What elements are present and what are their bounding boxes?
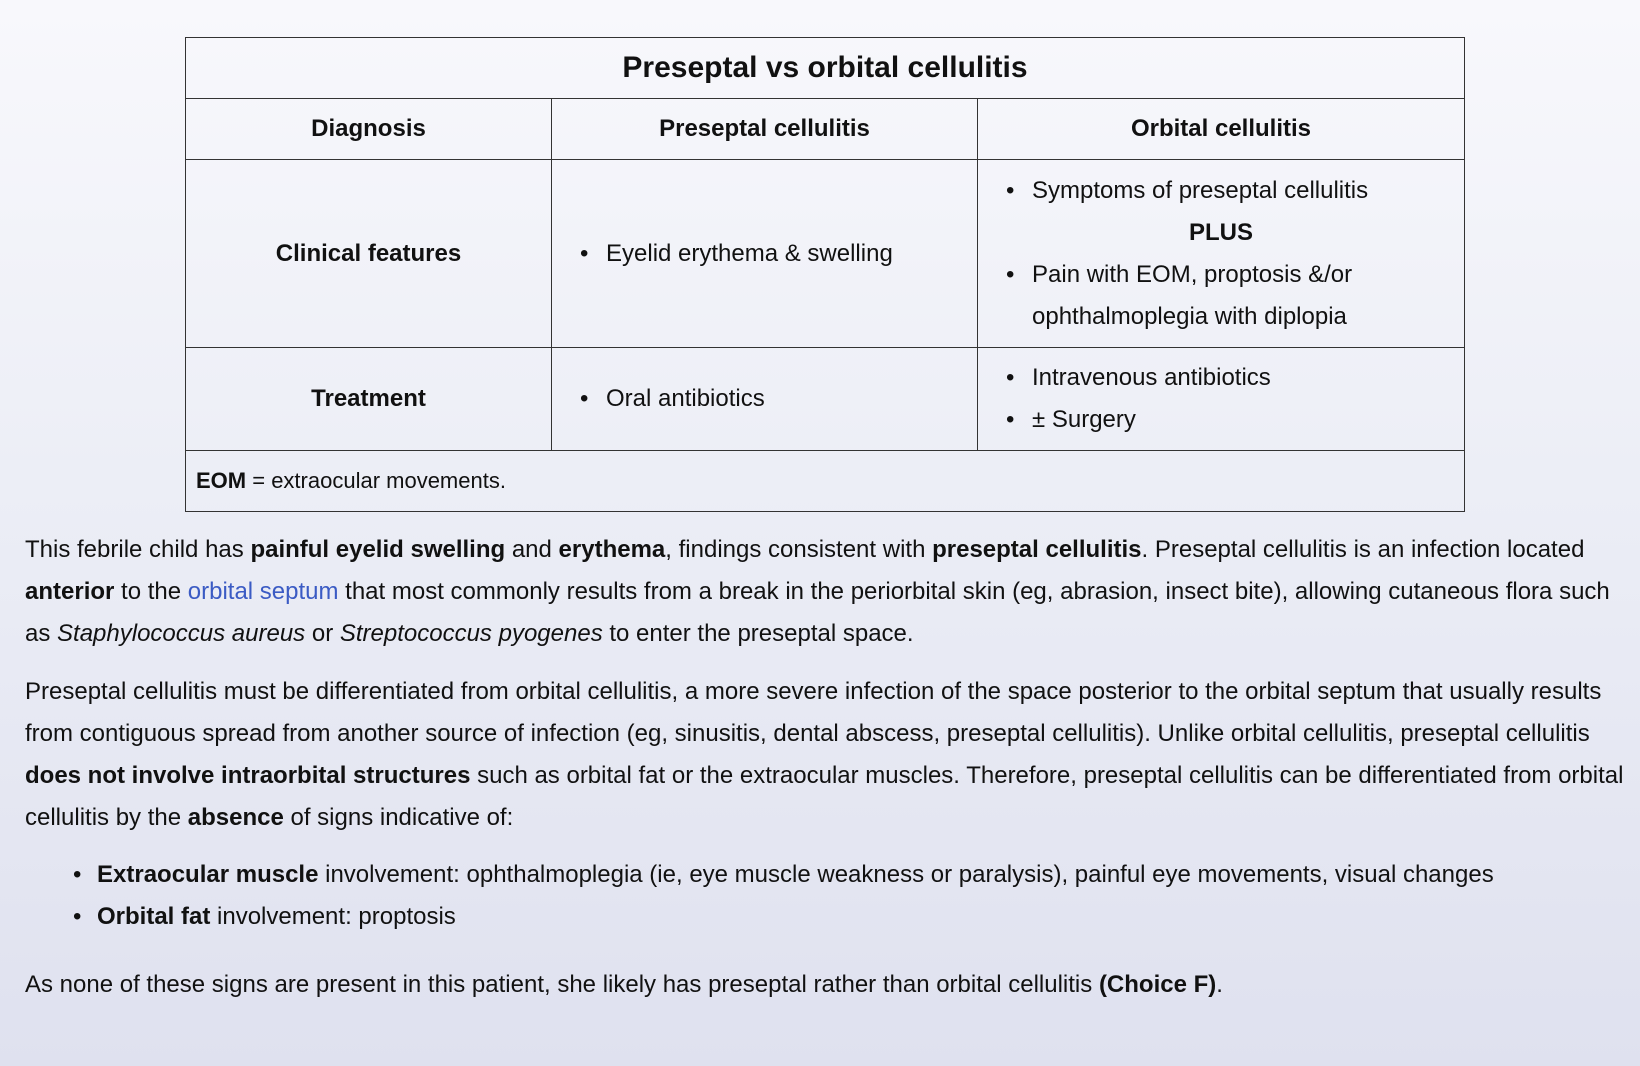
bold-text: erythema [558,536,666,563]
header-diagnosis: Diagnosis [186,99,552,160]
text: . [1216,971,1223,998]
orbital-septum-link[interactable]: orbital septum [187,578,339,605]
bold-text: painful eyelid swelling [250,536,506,563]
comparison-table [185,37,1465,512]
paragraph-conclusion [25,964,1625,1006]
text: such as orbital fat or the extraocular muscles. Therefore, preseptal cellulitis can be differentiated from orbital cellulitis by the [25,762,1624,831]
cell-orbital-features [978,160,1465,348]
text: that most commonly results from a break in the periorbital skin (eg, abrasion, insect bite), allowing cutaneous flora such as [25,578,1610,647]
bold-text: Orbital fat [97,903,211,930]
bold-text: (Choice F) [1098,971,1217,998]
signs-list [25,854,1625,938]
text: involvement: ophthalmoplegia (ie, eye muscle weakness or paralysis), painful eye movements, visual changes [318,861,1494,888]
list-item: • Eyelid erythema & swelling [606,233,967,275]
paragraph-differentiation [25,671,1625,839]
list-item [97,854,1625,896]
header-preseptal: Preseptal cellulitis [552,99,978,160]
text: , findings consistent with [665,536,933,563]
footnote-abbr: EOM [196,468,247,493]
plus-label: PLUS [1188,218,1253,246]
table-title: Preseptal vs orbital cellulitis [186,38,1465,99]
bold-text: does not involve intraorbital structures [25,762,471,789]
list-item: • Intravenous antibiotics [1032,357,1454,399]
text: and [505,536,559,563]
list-item: • Oral antibiotics [606,378,967,420]
text: This febrile child has [25,536,251,563]
bold-text: anterior [25,578,115,605]
cell-orbital-treatment [978,348,1465,451]
italic-text: Staphylococcus aureus [57,620,306,647]
bold-text: Extraocular muscle [97,861,319,888]
list-item: • Symptoms of preseptal cellulitis [1032,170,1454,212]
table-header-row [186,99,1465,160]
table-row-treatment [186,348,1465,451]
list-item [97,896,1625,938]
italic-text: Streptococcus pyogenes [339,620,603,647]
list-item: • ± Surgery [1032,399,1454,441]
cell-preseptal-features [552,160,978,348]
bold-text: absence [187,804,284,831]
text: As none of these signs are present in this patient, she likely has preseptal rather than orbital cellulitis [25,971,1099,998]
paragraph-diagnosis [25,529,1625,655]
footnote-text: = extraocular movements. [246,468,506,493]
table-footnote [186,451,1465,512]
cell-preseptal-treatment [552,348,978,451]
row-label-treatment: Treatment [186,348,552,451]
text: to the [114,578,188,605]
text: . Preseptal cellulitis is an infection located [1141,536,1585,563]
text: of signs indicative of: [283,804,514,831]
header-orbital: Orbital cellulitis [978,99,1465,160]
text: Preseptal cellulitis must be differentiated from orbital cellulitis, a more severe infection of the space posterior to the orbital septum that usually results from contiguous spread from another source of infection (eg, sinusitis, dental abscess, preseptal cellulitis). Unlike orbital cellulitis, preseptal cellulitis [25,678,1602,747]
explanation-content [25,37,1625,1006]
list-item: • Pain with EOM, proptosis &/or ophthalmoplegia with diplopia [1032,254,1454,338]
text: or [305,620,340,647]
bold-text: preseptal cellulitis [932,536,1142,563]
text: involvement: proptosis [210,903,456,930]
text: to enter the preseptal space. [602,620,914,647]
row-label-clinical-features: Clinical features [186,160,552,348]
table-row-clinical-features [186,160,1465,348]
table-footnote-row [186,451,1465,512]
